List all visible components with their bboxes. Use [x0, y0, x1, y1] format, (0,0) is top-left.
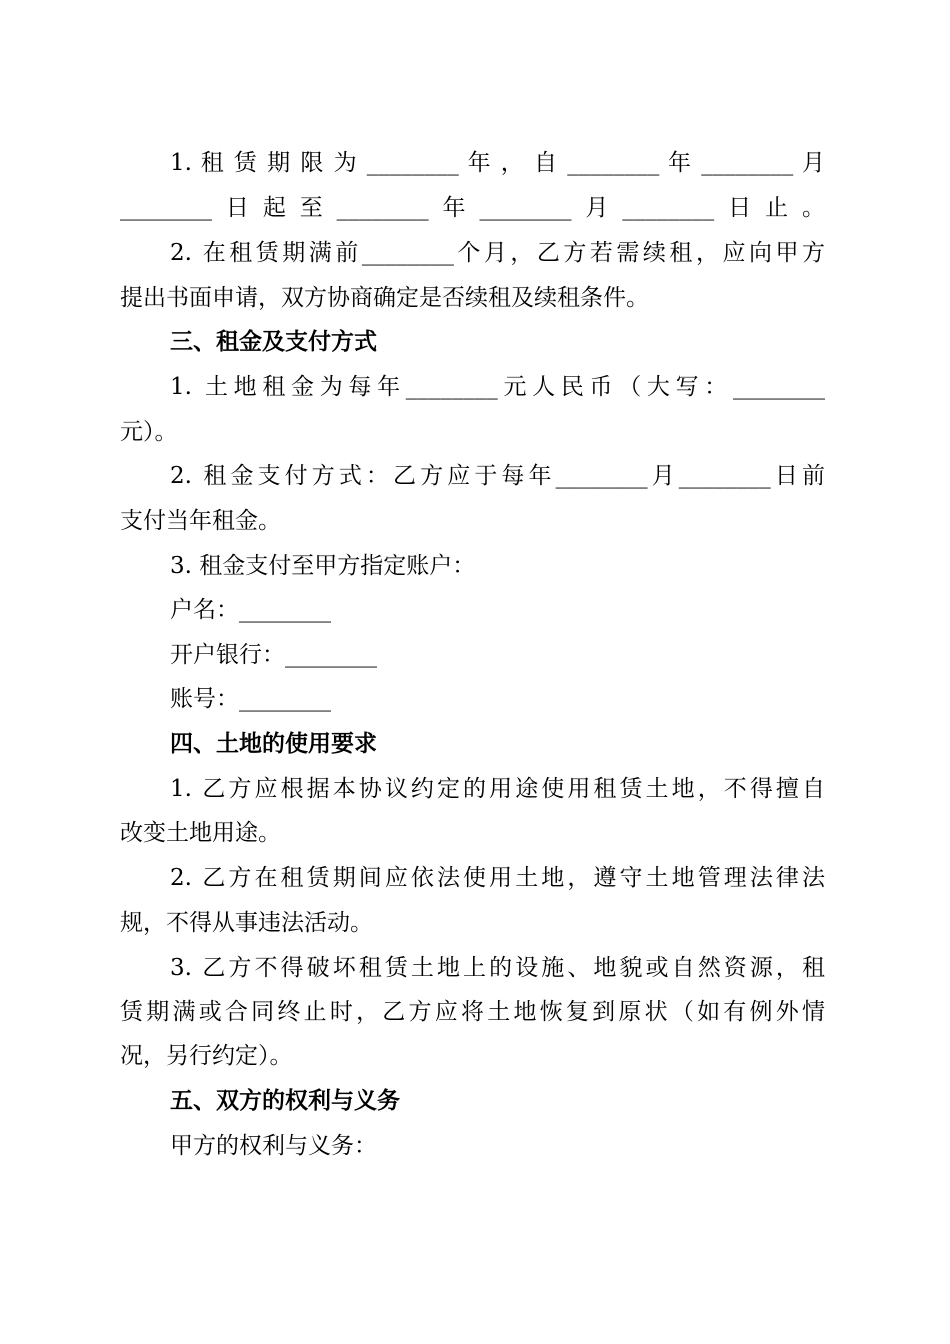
renewal-line-2: 提出书面申请，双方协商确定是否续租及续租条件。: [120, 285, 649, 311]
land-use-item2-line-1: 2. 乙方在租赁期间应依法使用土地，遵守土地管理法律法: [170, 865, 825, 891]
land-use-item3-line-1: 3. 乙方不得破坏租赁土地上的设施、地貌或自然资源，租: [170, 955, 825, 981]
account-name-line: 户名：________: [170, 597, 331, 623]
party-a-rights-line: 甲方的权利与义务：: [170, 1133, 377, 1159]
bank-name-line: 开户银行：________: [170, 642, 377, 668]
land-use-item1-line-1: 1. 乙方应根据本协议约定的用途使用租赁土地，不得擅自: [170, 776, 825, 802]
rent-amount-line-2: 元）。: [120, 419, 178, 445]
land-use-item2-line-2: 规，不得从事违法活动。: [120, 910, 373, 936]
land-use-item3-line-2: 赁期满或合同终止时，乙方应将土地恢复到原状（如有例外情: [120, 999, 825, 1025]
lease-term-line-2: ________日起至________年________月________日止。: [120, 195, 825, 221]
land-use-item1-line-2: 改变土地用途。: [120, 820, 281, 846]
section-land-use-heading: 四、土地的使用要求: [170, 731, 377, 757]
section-rent-heading: 三、租金及支付方式: [170, 329, 377, 355]
payment-method-line-2: 支付当年租金。: [120, 508, 281, 534]
payment-method-line-1: 2. 租金支付方式：乙方应于每年________月________日前: [170, 463, 825, 489]
land-use-item3-line-3: 况，另行约定）。: [120, 1043, 293, 1069]
account-number-line: 账号：________: [170, 686, 331, 712]
section-rights-heading: 五、双方的权利与义务: [170, 1088, 400, 1114]
rent-amount-line-1: 1. 土地租金为每年________元人民币（大写：________: [170, 374, 825, 400]
lease-term-line-1: 1. 租 赁 期 限 为 ________ 年 ， 自 ________ 年 ________ 月: [170, 150, 825, 176]
account-intro-line: 3. 租金支付至甲方指定账户：: [170, 553, 476, 579]
renewal-line-1: 2. 在租赁期满前________个月，乙方若需续租，应向甲方: [170, 240, 825, 266]
